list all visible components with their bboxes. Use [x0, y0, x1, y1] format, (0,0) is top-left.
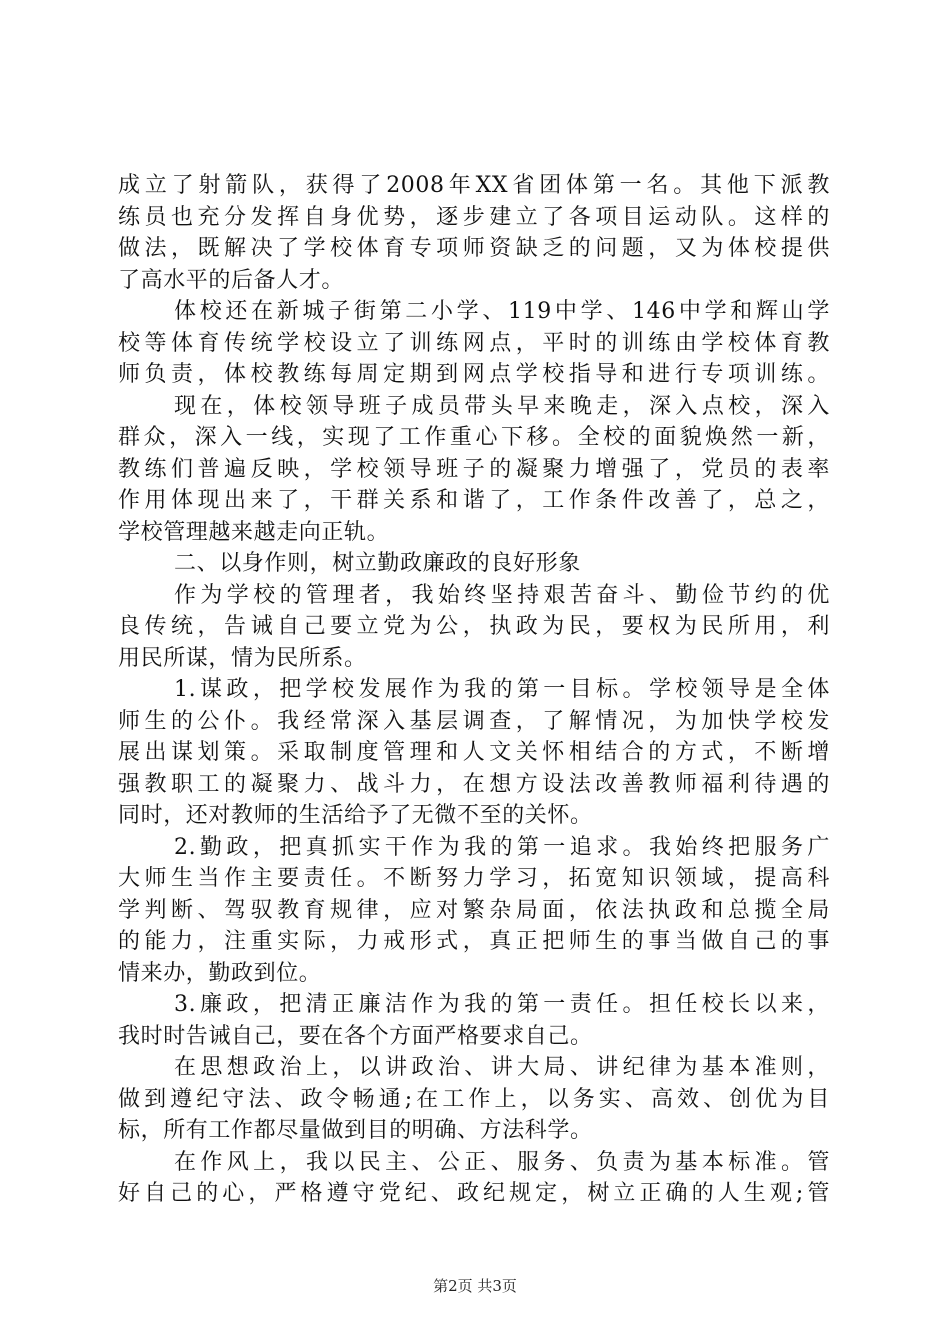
text-line: 强教职工的凝聚力、战斗力，在想方设法改善教师福利待遇的: [118, 771, 830, 797]
text-line: 标，所有工作都尽量做到目的明确、方法科学。: [118, 1118, 593, 1143]
text-line: 3.廉政，把清正廉洁作为我的第一责任。担任校长以来，: [174, 992, 830, 1017]
text-line: 在作风上，我以民主、公正、服务、负责为基本标准。管: [174, 1149, 830, 1175]
document-body: [118, 170, 830, 1210]
text-line: 学判断、驾驭教育规律，应对繁杂局面，依法执政和总揽全局: [118, 897, 830, 923]
text-line: 学校管理越来越走向正轨。: [118, 519, 390, 545]
page-footer: 第2页 共3页: [433, 1277, 517, 1295]
text-line: 好自己的心，严格遵守党纪、政纪规定，树立正确的人生观;管: [118, 1181, 830, 1206]
text-line: 教练们普遍反映，学校领导班子的凝聚力增强了，党员的表率: [118, 456, 830, 482]
text-line: 作用体现出来了，干群关系和谐了，工作条件改善了，总之，: [118, 488, 830, 513]
text-line: 了高水平的后备人才。: [118, 267, 345, 293]
text-line: 我时时告诫自己，要在各个方面严格要求自己。: [118, 1023, 593, 1049]
text-line: 作为学校的管理者，我始终坚持艰苦奋斗、勤俭节约的优: [174, 582, 830, 608]
text-line: 体校还在新城子街第二小学、119中学、146中学和辉山学: [174, 299, 830, 324]
text-line: 成立了射箭队，获得了2008年XX省团体第一名。其他下派教: [118, 173, 830, 198]
text-line: 二、以身作则，树立勤政廉政的良好形象: [174, 551, 581, 576]
text-line: 的能力，注重实际，力戒形式，真正把师生的事当做自己的事: [118, 929, 830, 954]
text-line: 群众，深入一线，实现了工作重心下移。全校的面貌焕然一新，: [118, 425, 830, 450]
text-line: 情来办，勤政到位。: [118, 960, 322, 986]
text-line: 在思想政治上，以讲政治、讲大局、讲纪律为基本准则，: [174, 1055, 830, 1080]
text-line: 做法，既解决了学校体育专项师资缺乏的问题，又为体校提供: [118, 236, 830, 261]
text-line: 师负责，体校教练每周定期到网点学校指导和进行专项训练。: [118, 362, 830, 387]
text-line: 用民所谋，情为民所系。: [118, 645, 367, 671]
text-line: 校等体育传统学校设立了训练网点，平时的训练由学校体育教: [118, 330, 830, 356]
text-line: 良传统，告诫自己要立党为公，执政为民，要权为民所用，利: [118, 614, 830, 639]
text-line: 大师生当作主要责任。不断努力学习，拓宽知识领域，提高科: [118, 866, 830, 891]
text-line: 同时，还对教师的生活给予了无微不至的关怀。: [118, 803, 593, 828]
text-line: 2.勤政，把真抓实干作为我的第一追求。我始终把服务广: [174, 834, 830, 860]
text-line: 1.谋政，把学校发展作为我的第一目标。学校领导是全体: [174, 677, 830, 702]
text-line: 现在，体校领导班子成员带头早来晚走，深入点校，深入: [174, 393, 830, 419]
text-line: 练员也充分发挥自身优势，逐步建立了各项目运动队。这样的: [118, 204, 830, 230]
text-line: 师生的公仆。我经常深入基层调查，了解情况，为加快学校发: [118, 708, 830, 734]
text-line: 做到遵纪守法、政令畅通;在工作上，以务实、高效、创优为目: [118, 1086, 830, 1112]
text-line: 展出谋划策。采取制度管理和人文关怀相结合的方式，不断增: [118, 740, 830, 765]
